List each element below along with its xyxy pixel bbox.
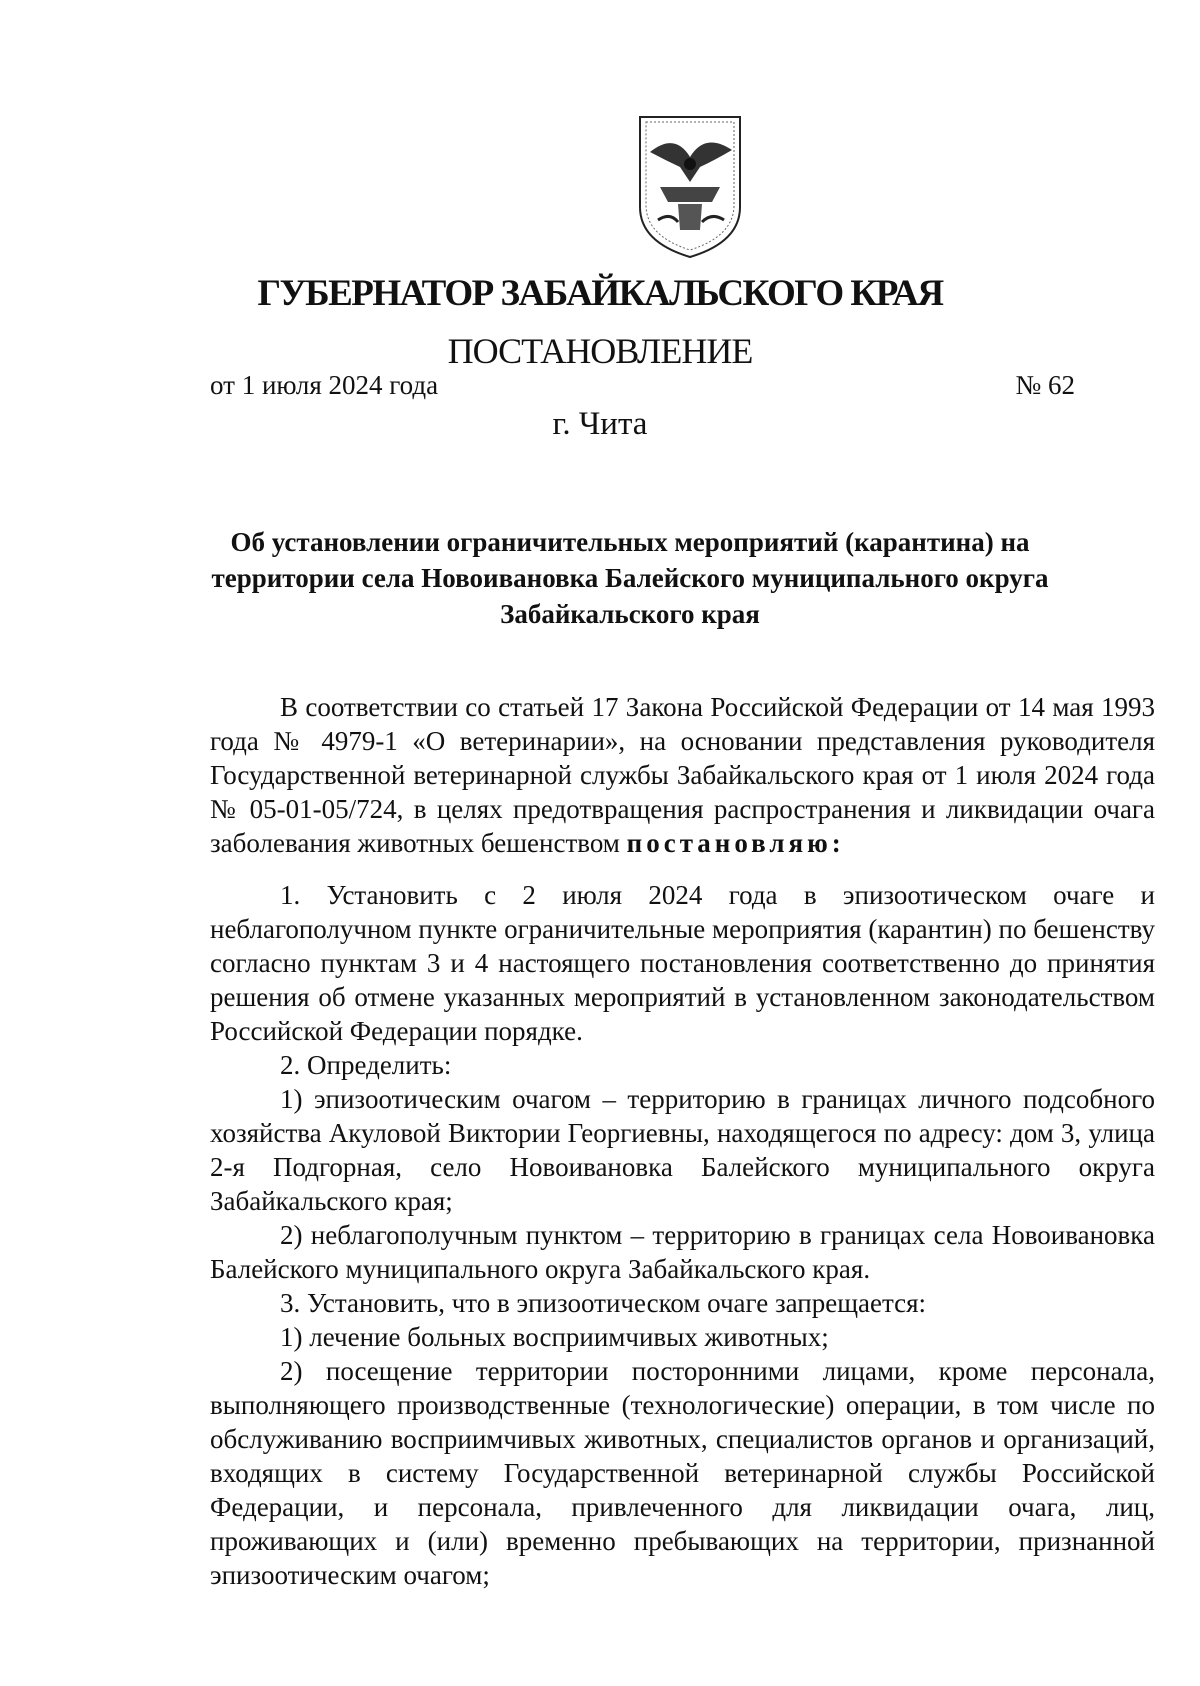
preamble-text: В соответствии со статьей 17 Закона Российской Федерации от 14 мая 1993 года № 4979-1 «О ветеринарии», на основании представления руководителя Государственной ветеринарной службы Забайкальского края от 1 июля 2024 года № 05-01-05/724, в целях предотвращения распространения и ликвидации очага заболевания животных бешенством <box>210 692 1155 858</box>
document-date: от 1 июля 2024 года <box>210 370 439 400</box>
body-paragraph: 2) неблагополучным пунктом – территорию в границах села Новоивановка Балейского муниципального округа Забайкальского края. <box>210 1220 1155 1284</box>
resolve-word: постановляю: <box>626 828 845 858</box>
document-subject <box>200 524 1060 632</box>
document-number: № 62 <box>1015 370 1075 400</box>
document-city: г. Чита <box>552 406 648 442</box>
subject-line: территории села Новоивановка Балейского муниципального округа <box>211 563 1049 593</box>
body-paragraph: 2. Определить: <box>280 1050 452 1080</box>
body-paragraph: 2) посещение территории посторонними лицами, кроме персонала, выполняющего производственные (технологические) операции, в том числе по обслуживанию восприимчивых животных, специалистов органов и организаций, входящих в систему Государственной ветеринарной службы Российской Федерации, и персонала, привлеченного для ликвидации очага, лиц, проживающих и (или) временно пребывающих на территории, признанной эпизоотическим очагом; <box>210 1356 1155 1590</box>
subject-line: Забайкальского края <box>500 599 760 629</box>
body-paragraph: 3. Установить, что в эпизоотическом очаге запрещается: <box>280 1288 927 1318</box>
preamble-paragraph <box>210 690 1155 860</box>
coat-of-arms-emblem <box>620 112 760 262</box>
body-paragraph: 1) лечение больных восприимчивых животных; <box>280 1322 829 1352</box>
document-type: ПОСТАНОВЛЕНИЕ <box>447 331 753 371</box>
body-paragraph: 1) эпизоотическим очагом – территорию в границах личного подсобного хозяйства Акуловой Виктории Георгиевны, находящегося по адресу: дом 3, улица 2-я Подгорная, село Новоивановка Балейского муниципального округа Забайкальского края; <box>210 1084 1155 1216</box>
authority-title: ГУБЕРНАТОР ЗАБАЙКАЛЬСКОГО КРАЯ <box>257 273 943 314</box>
subject-line: Об установлении ограничительных мероприятий (карантина) на <box>230 527 1030 557</box>
document-body <box>210 690 1155 1592</box>
body-paragraph: 1. Установить с 2 июля 2024 года в эпизоотическом очаге и неблагополучном пункте ограничительные мероприятия (карантин) по бешенству согласно пунктам 3 и 4 настоящего постановления соответственно до принятия решения об отмене указанных мероприятий в установленном законодательством Российской Федерации порядке. <box>210 880 1155 1046</box>
